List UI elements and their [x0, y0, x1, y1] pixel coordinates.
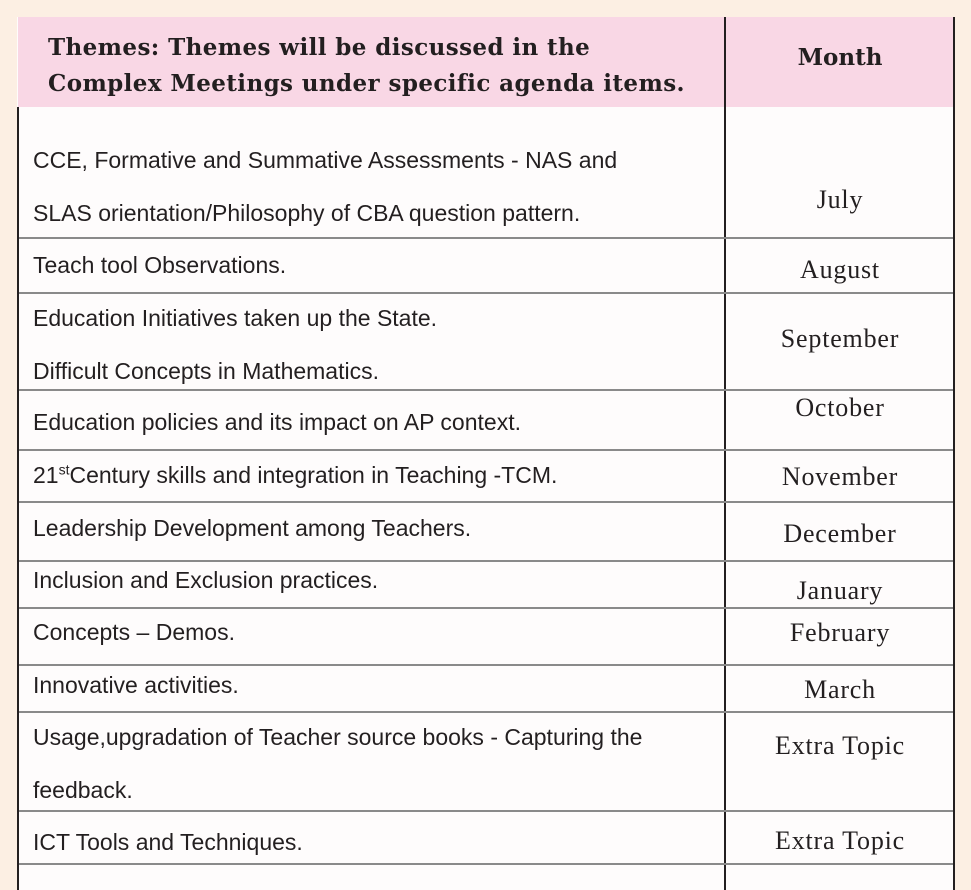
theme-cell-march [33, 659, 723, 712]
theme-line: Teach tool Observations. [33, 252, 287, 278]
ordinal-suffix: st [58, 461, 70, 478]
theme-line: ICT Tools and Techniques. [33, 829, 303, 855]
theme-line: Leadership Development among Teachers. [33, 515, 472, 541]
month-cell: March [804, 675, 876, 704]
theme-cell-november [33, 449, 723, 502]
month-cell: November [781, 462, 899, 491]
theme-line: Concepts – Demos. [33, 619, 235, 645]
theme-line: Inclusion and Exclusion practices. [33, 567, 379, 593]
month-cell: January [796, 576, 884, 605]
theme-cell-august [33, 239, 723, 292]
theme-line: CCE, Formative and Summative Assessments - NAS and [33, 147, 618, 173]
month-cell: October [795, 393, 885, 422]
theme-line: SLAS orientation/Philosophy of CBA question pattern. [33, 200, 581, 226]
theme-line: Innovative activities. [33, 672, 239, 698]
century-text: Century skills and integration in Teaching -TCM. [69, 462, 558, 488]
theme-cell-october [33, 396, 723, 449]
theme-cell-december [33, 502, 723, 555]
century-number: 21 [33, 462, 59, 488]
theme-line: Difficult Concepts in Mathematics. [33, 358, 379, 384]
theme-line: Education policies and its impact on AP context. [33, 409, 521, 435]
theme-cell-extra-1 [33, 711, 723, 817]
theme-cell-january [33, 554, 723, 607]
month-cell: July [816, 185, 864, 214]
month-cell: Extra Topic [775, 731, 905, 760]
theme-line: Usage,upgradation of Teacher source books - Capturing the [33, 724, 643, 750]
theme-cell-february [33, 606, 723, 659]
month-cell: September [780, 324, 900, 353]
theme-line: Education Initiatives taken up the State. [33, 305, 438, 331]
theme-line: feedback. [33, 777, 133, 803]
month-cell: Extra Topic [775, 826, 905, 855]
month-cell: August [800, 255, 880, 284]
theme-line [33, 449, 723, 502]
theme-cell-july [33, 134, 723, 240]
table-border-left [17, 107, 19, 890]
month-cell: December [783, 519, 897, 548]
month-column-header: Month [797, 44, 883, 71]
month-cell: February [789, 618, 891, 647]
theme-cell-september [33, 292, 723, 398]
theme-cell-extra-2 [33, 816, 723, 869]
themes-column-header: Themes: Themes will be discussed in the Complex Meetings under specific agenda items. [48, 34, 685, 97]
